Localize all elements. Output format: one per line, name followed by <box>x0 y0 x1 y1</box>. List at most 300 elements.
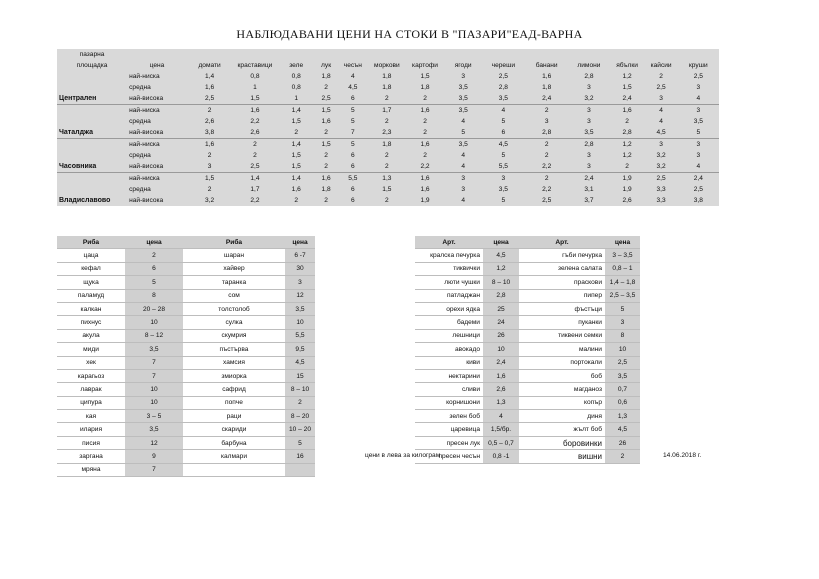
item-name: тиквени семки <box>519 329 605 342</box>
column-header: банани <box>525 60 568 71</box>
item-name: миди <box>57 343 125 356</box>
price-cell: 0,7 <box>605 383 640 396</box>
price-cell: 3 <box>568 116 609 127</box>
price-cell: 2 <box>610 116 645 127</box>
header-filler <box>368 49 405 60</box>
price-cell: 1,5 <box>368 184 405 195</box>
price-cell: 4 <box>645 105 678 117</box>
fish-row <box>57 436 315 449</box>
price-cell: 3 <box>568 161 609 173</box>
price-cell: 3,5 <box>482 184 525 195</box>
price-cell: 30 <box>285 262 315 275</box>
item-name: гъби печурка <box>519 249 605 262</box>
price-cell: 2 <box>405 150 444 161</box>
price-cell: 10 <box>125 383 183 396</box>
market-row <box>57 116 719 127</box>
price-cell: 16 <box>285 450 315 463</box>
price-cell: 2 <box>368 93 405 105</box>
price-level: средна <box>127 184 187 195</box>
price-cell: 1,9 <box>610 173 645 185</box>
price-cell: 3 <box>445 71 482 82</box>
price-cell: 5 <box>678 127 719 139</box>
item-name: малини <box>519 343 605 356</box>
item-name: фъстъци <box>519 302 605 315</box>
price-cell: 1,2 <box>610 150 645 161</box>
price-cell: 2 <box>368 161 405 173</box>
price-cell: 1,4 <box>278 105 315 117</box>
market-row <box>57 184 719 195</box>
column-header: кайсии <box>645 60 678 71</box>
item-name: пъстърва <box>183 343 285 356</box>
price-cell: 2 <box>278 195 315 206</box>
price-cell: 2,4 <box>678 173 719 185</box>
price-cell: 7 <box>125 356 183 369</box>
price-cell: 2,5 <box>645 82 678 93</box>
column-header: Арт. <box>415 236 483 249</box>
price-cell: 1,3 <box>605 410 640 423</box>
fish-header-row <box>57 236 315 249</box>
item-name: хек <box>57 356 125 369</box>
price-cell: 2 <box>187 184 232 195</box>
price-cell: 3,5 <box>605 369 640 382</box>
price-cell: 5,5 <box>285 329 315 342</box>
market-name: Владиславово <box>57 195 127 206</box>
price-cell: 2 <box>315 195 338 206</box>
market-name <box>57 105 127 117</box>
item-name: акула <box>57 329 125 342</box>
produce-row <box>415 436 640 449</box>
price-cell: 10 <box>125 396 183 409</box>
price-cell: 2 <box>525 173 568 185</box>
price-level: най-ниска <box>127 71 187 82</box>
price-cell: 2,2 <box>405 161 444 173</box>
price-cell: 1,6 <box>278 184 315 195</box>
price-cell: 20 – 28 <box>125 302 183 315</box>
price-cell: 2 <box>525 150 568 161</box>
price-level: средна <box>127 150 187 161</box>
price-cell: 3,5 <box>678 116 719 127</box>
column-header: цена <box>483 236 519 249</box>
price-cell: 2,5 – 3,5 <box>605 289 640 302</box>
item-name: кефал <box>57 262 125 275</box>
price-cell: 2,5 <box>678 184 719 195</box>
item-name: змиорка <box>183 369 285 382</box>
price-cell: 1,5 <box>187 173 232 185</box>
item-name: сливи <box>415 383 483 396</box>
market-name: Централен <box>57 93 127 105</box>
price-cell: 7 <box>125 369 183 382</box>
price-cell: 1,6 <box>405 184 444 195</box>
price-cell: 1,6 <box>187 139 232 151</box>
market-row <box>57 105 719 117</box>
price-cell: 3 <box>568 82 609 93</box>
produce-row <box>415 396 640 409</box>
item-name: бадеми <box>415 316 483 329</box>
price-cell: 1,6 <box>610 105 645 117</box>
item-name: ципура <box>57 396 125 409</box>
price-cell: 6 <box>337 184 368 195</box>
price-cell: 1,8 <box>315 184 338 195</box>
item-name: диня <box>519 410 605 423</box>
header-filler <box>232 49 277 60</box>
item-name: паламуд <box>57 289 125 302</box>
price-cell: 1,5 <box>315 139 338 151</box>
price-level: най-висока <box>127 195 187 206</box>
fish-row <box>57 463 315 476</box>
price-cell: 4,5 <box>605 423 640 436</box>
item-name: карагьоз <box>57 369 125 382</box>
market-name <box>57 150 127 161</box>
price-cell: 3,2 <box>187 195 232 206</box>
price-cell: 4,5 <box>337 82 368 93</box>
item-name: тиквички <box>415 262 483 275</box>
price-cell: 1,5 <box>405 71 444 82</box>
market-name <box>57 173 127 185</box>
item-name: скумрия <box>183 329 285 342</box>
price-cell: 2 <box>605 450 640 463</box>
price-cell: 4 <box>445 116 482 127</box>
market-row <box>57 150 719 161</box>
price-cell: 2 <box>405 127 444 139</box>
produce-row <box>415 276 640 289</box>
produce-row <box>415 423 640 436</box>
item-name: пихнус <box>57 316 125 329</box>
produce-row <box>415 316 640 329</box>
price-cell: 6 <box>337 93 368 105</box>
market-name: Часовника <box>57 161 127 173</box>
price-cell: 2 <box>368 195 405 206</box>
market-row <box>57 127 719 139</box>
price-cell: 3 <box>678 105 719 117</box>
header-filler <box>405 49 444 60</box>
market-name <box>57 139 127 151</box>
market-name <box>57 82 127 93</box>
price-cell: 2,5 <box>232 161 277 173</box>
market-name: Чаталджа <box>57 127 127 139</box>
price-cell: 0,5 – 0,7 <box>483 436 519 449</box>
item-name: илария <box>57 423 125 436</box>
price-cell: 2,5 <box>187 93 232 105</box>
price-cell: 1,6 <box>405 173 444 185</box>
price-cell: 2 <box>315 161 338 173</box>
item-name: патладжан <box>415 289 483 302</box>
fish-row <box>57 423 315 436</box>
item-name: зелен боб <box>415 410 483 423</box>
price-cell: 2,5 <box>482 71 525 82</box>
fish-row <box>57 356 315 369</box>
price-cell: 2 <box>315 82 338 93</box>
price-cell: 26 <box>605 436 640 449</box>
price-cell: 5 <box>482 116 525 127</box>
item-name: щука <box>57 276 125 289</box>
header-filler <box>525 49 568 60</box>
header-filler <box>568 49 609 60</box>
price-cell: 2 <box>315 150 338 161</box>
item-name: нектарини <box>415 369 483 382</box>
market-row <box>57 139 719 151</box>
price-cell: 1,6 <box>405 139 444 151</box>
fish-row <box>57 383 315 396</box>
price-cell: 26 <box>483 329 519 342</box>
item-name: пресен лук <box>415 436 483 449</box>
price-cell: 3,3 <box>645 195 678 206</box>
price-level: средна <box>127 116 187 127</box>
price-cell: 3 <box>605 316 640 329</box>
price-cell: 2,8 <box>568 71 609 82</box>
price-cell: 10 <box>125 316 183 329</box>
produce-row <box>415 369 640 382</box>
price-cell: 9,5 <box>285 343 315 356</box>
item-name: попчe <box>183 396 285 409</box>
market-header-row-1 <box>57 49 719 60</box>
header-filler <box>610 49 645 60</box>
price-cell: 3,3 <box>645 184 678 195</box>
price-cell: 8 – 12 <box>125 329 183 342</box>
price-cell: 1,5 <box>315 105 338 117</box>
header-filler <box>315 49 338 60</box>
price-cell: 1 <box>278 93 315 105</box>
corner-label-1: пазарна <box>57 49 127 60</box>
produce-row <box>415 302 640 315</box>
price-cell: 10 – 20 <box>285 423 315 436</box>
price-cell: 4 <box>483 410 519 423</box>
price-cell: 2,6 <box>483 383 519 396</box>
item-name: заргана <box>57 450 125 463</box>
price-cell: 3 <box>187 161 232 173</box>
price-cell: 2 <box>405 93 444 105</box>
price-cell: 1,4 <box>187 71 232 82</box>
price-cell: 4 <box>678 161 719 173</box>
page-title: НАБЛЮДАВАНИ ЦЕНИ НА СТОКИ В "ПАЗАРИ"ЕАД-ВАРНА <box>236 27 583 41</box>
item-name: шаран <box>183 249 285 262</box>
item-name: копър <box>519 396 605 409</box>
price-cell: 4,5 <box>645 127 678 139</box>
price-cell: 2 <box>278 127 315 139</box>
price-cell: 4 <box>645 116 678 127</box>
price-cell: 3 <box>445 184 482 195</box>
price-cell: 8 – 20 <box>285 410 315 423</box>
price-cell: 1,3 <box>483 396 519 409</box>
fish-row <box>57 450 315 463</box>
price-cell: 8 <box>125 289 183 302</box>
item-name: кралска печурка <box>415 249 483 262</box>
price-cell: 3,2 <box>645 161 678 173</box>
market-row <box>57 93 719 105</box>
price-cell: 1,5 <box>232 93 277 105</box>
produce-row <box>415 410 640 423</box>
price-cell: 5 <box>337 105 368 117</box>
price-cell: 2 <box>645 71 678 82</box>
price-cell: 0,6 <box>605 396 640 409</box>
price-cell: 5 <box>337 139 368 151</box>
item-name: вишни <box>519 450 605 463</box>
price-cell: 3,8 <box>678 195 719 206</box>
price-cell: 1,6 <box>315 173 338 185</box>
item-name: корнишони <box>415 396 483 409</box>
price-cell: 1,8 <box>405 82 444 93</box>
price-cell: 5 <box>125 276 183 289</box>
price-cell: 2,6 <box>232 127 277 139</box>
price-cell: 3,5 <box>445 82 482 93</box>
item-name: киви <box>415 356 483 369</box>
price-cell: 2 <box>232 150 277 161</box>
column-header: чесън <box>337 60 368 71</box>
units-note: цени в лева за килограм <box>365 452 441 459</box>
fish-row <box>57 343 315 356</box>
price-cell: 1,8 <box>368 71 405 82</box>
price-cell: 0,8 -1 <box>483 450 519 463</box>
price-cell: 3 <box>525 116 568 127</box>
price-cell: 15 <box>285 369 315 382</box>
price-cell: 4 <box>445 195 482 206</box>
item-name: царевица <box>415 423 483 436</box>
report-date: 14.06.2018 г. <box>663 452 702 459</box>
price-cell: 8 – 10 <box>285 383 315 396</box>
produce-row <box>415 249 640 262</box>
item-name: сафрид <box>183 383 285 396</box>
price-cell: 1,8 <box>368 139 405 151</box>
column-header: Риба <box>183 236 285 249</box>
price-cell: 3,5 <box>285 302 315 315</box>
price-cell: 1,5/бр. <box>483 423 519 436</box>
price-cell: 2 <box>525 139 568 151</box>
price-cell: 2 <box>525 105 568 117</box>
price-cell: 5 <box>482 195 525 206</box>
market-name <box>57 184 127 195</box>
fish-price-table <box>57 236 315 477</box>
price-cell: 10 <box>285 316 315 329</box>
price-cell: 5 <box>445 127 482 139</box>
column-header: цена <box>605 236 640 249</box>
price-cell: 1,6 <box>525 71 568 82</box>
column-header: лук <box>315 60 338 71</box>
price-cell: 2,8 <box>525 127 568 139</box>
produce-row <box>415 356 640 369</box>
price-cell: 0,8 <box>232 71 277 82</box>
price-level: най-ниска <box>127 105 187 117</box>
price-cell: 0,8 <box>278 82 315 93</box>
price-cell: 2 <box>187 105 232 117</box>
price-cell: 3 <box>645 93 678 105</box>
price-cell: 1,4 <box>278 139 315 151</box>
price-cell: 4,5 <box>285 356 315 369</box>
fish-row <box>57 316 315 329</box>
column-header: лимони <box>568 60 609 71</box>
column-header: круши <box>678 60 719 71</box>
item-name: пуканки <box>519 316 605 329</box>
price-cell: 3 <box>678 150 719 161</box>
price-cell: 8 <box>605 329 640 342</box>
price-cell: 2,8 <box>568 139 609 151</box>
item-name: пресен чесън <box>415 450 483 463</box>
price-cell: 2,5 <box>645 173 678 185</box>
price-cell: 10 <box>483 343 519 356</box>
price-cell: 3 <box>568 105 609 117</box>
fish-row <box>57 276 315 289</box>
price-cell: 10 <box>605 343 640 356</box>
price-cell: 3 <box>482 173 525 185</box>
market-row <box>57 71 719 82</box>
price-cell: 6 -7 <box>285 249 315 262</box>
column-header: домати <box>187 60 232 71</box>
price-cell: 0,8 – 1 <box>605 262 640 275</box>
column-header: моркови <box>368 60 405 71</box>
produce-row <box>415 329 640 342</box>
item-name: жълт боб <box>519 423 605 436</box>
price-cell: 3,2 <box>568 93 609 105</box>
price-cell: 4 <box>337 71 368 82</box>
price-cell: 1,8 <box>525 82 568 93</box>
price-cell: 4 <box>678 93 719 105</box>
item-name: барбуна <box>183 436 285 449</box>
market-header-row-2 <box>57 60 719 71</box>
fish-row <box>57 369 315 382</box>
produce-row <box>415 383 640 396</box>
fish-row <box>57 329 315 342</box>
column-header: цена <box>285 236 315 249</box>
price-cell: 3,5 <box>445 139 482 151</box>
market-row <box>57 161 719 173</box>
market-row <box>57 195 719 206</box>
price-cell: 2 <box>315 127 338 139</box>
corner-label-2: площадка <box>57 60 127 71</box>
item-name: лаврак <box>57 383 125 396</box>
price-cell: 1,5 <box>278 116 315 127</box>
price-cell: 3,5 <box>125 423 183 436</box>
price-level: най-висока <box>127 161 187 173</box>
column-header: Риба <box>57 236 125 249</box>
price-level: най-ниска <box>127 173 187 185</box>
produce-row <box>415 262 640 275</box>
produce-price-table <box>415 236 640 464</box>
item-name: скариди <box>183 423 285 436</box>
price-cell: 3,5 <box>445 105 482 117</box>
price-cell: 3 <box>445 173 482 185</box>
price-level: най-висока <box>127 127 187 139</box>
item-name: авокадо <box>415 343 483 356</box>
price-cell: 2 <box>368 116 405 127</box>
price-cell: 2,3 <box>368 127 405 139</box>
price-cell: 2 <box>187 150 232 161</box>
price-cell: 6 <box>337 150 368 161</box>
price-cell: 2,2 <box>525 161 568 173</box>
price-cell: 1,6 <box>483 369 519 382</box>
price-cell: 4,5 <box>482 139 525 151</box>
item-name: боровинки <box>519 436 605 449</box>
price-cell: 1,6 <box>405 105 444 117</box>
price-cell: 2 <box>232 139 277 151</box>
header-filler <box>127 49 187 60</box>
fish-row <box>57 249 315 262</box>
price-cell: 2 <box>368 150 405 161</box>
price-cell: 9 <box>125 450 183 463</box>
price-cell: 2 <box>610 161 645 173</box>
column-header: ягоди <box>445 60 482 71</box>
price-cell: 1,7 <box>368 105 405 117</box>
price-cell: 3,7 <box>568 195 609 206</box>
price-cell: 1,5 <box>278 161 315 173</box>
item-name: праскови <box>519 276 605 289</box>
item-name: писия <box>57 436 125 449</box>
price-cell: 3 <box>645 139 678 151</box>
price-cell: 2,8 <box>482 82 525 93</box>
price-cell: 3,2 <box>645 150 678 161</box>
price-cell: 3 <box>678 139 719 151</box>
price-cell: 2,4 <box>525 93 568 105</box>
price-cell: 2,8 <box>483 289 519 302</box>
price-cell: 3,8 <box>187 127 232 139</box>
price-cell: 2,5 <box>678 71 719 82</box>
